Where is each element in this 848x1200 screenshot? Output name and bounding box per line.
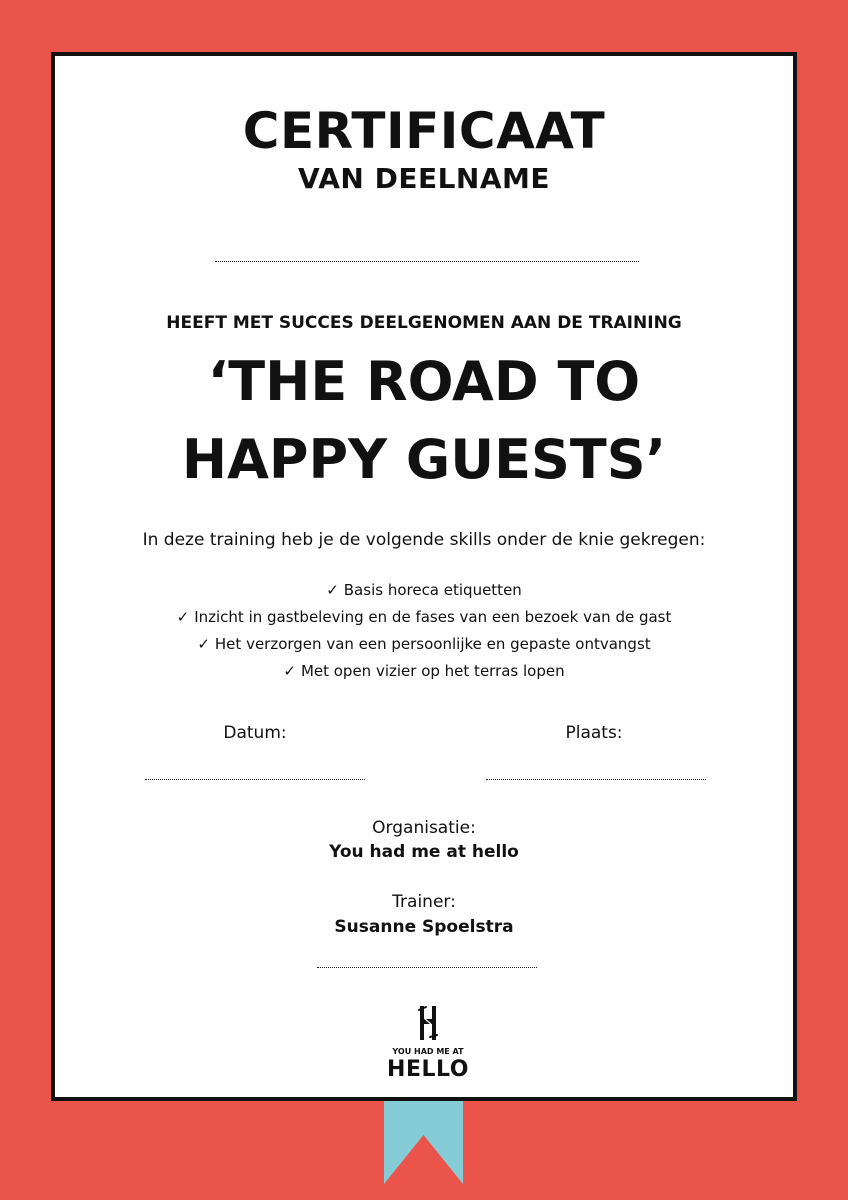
skill-item [55,658,793,685]
skills-introduction: In deze training heb je de volgende skills onder de knie gekregen: [142,530,706,550]
certificate-frame [51,52,797,1101]
checkmark-icon: ✓ [176,608,190,626]
certificate-subtitle: VAN DEELNAME [297,162,551,195]
checkmark-icon: ✓ [326,581,339,599]
training-title-line-1: ‘THE ROAD TO [207,350,641,413]
skill-item [55,631,793,658]
training-title-line-2: HAPPY GUESTS’ [181,428,667,491]
place-label: Plaats: [565,723,623,743]
date-label: Datum: [223,723,287,743]
date-signature-line [145,779,365,780]
skill-label: Basis horeca etiquetten [343,581,522,599]
skill-label: Inzicht in gastbeleving en de fases van een bezoek van de gast [194,608,672,626]
logo-small-text: YOU HAD ME AT [392,1047,464,1056]
skill-item [55,577,793,604]
checkmark-icon: ✓ [197,635,210,653]
skill-item [55,604,793,631]
logo-large-text: HELLO [387,1057,469,1082]
organisation-name: You had me at hello [329,842,519,862]
certificate-title: CERTIFICAAT [242,102,606,160]
ribbon-icon [384,1101,463,1184]
place-signature-line [486,779,706,780]
brand-logo [374,1004,482,1084]
bottom-signature-line [317,967,537,968]
organisation-label: Organisatie: [372,818,476,838]
skill-label: Het verzorgen van een persoonlijke en gepaste ontvangst [214,635,651,653]
checkmark-icon: ✓ [283,662,296,680]
success-statement: HEEFT MET SUCCES DEELGENOMEN AAN DE TRAINING [166,313,682,333]
trainer-label: Trainer: [392,892,456,912]
trainer-name: Susanne Spoelstra [334,917,514,937]
skill-label: Met open vizier op het terras lopen [300,662,565,680]
stylized-h-logo-icon [416,1004,440,1042]
skills-list [55,577,793,685]
recipient-name-line [215,261,639,262]
